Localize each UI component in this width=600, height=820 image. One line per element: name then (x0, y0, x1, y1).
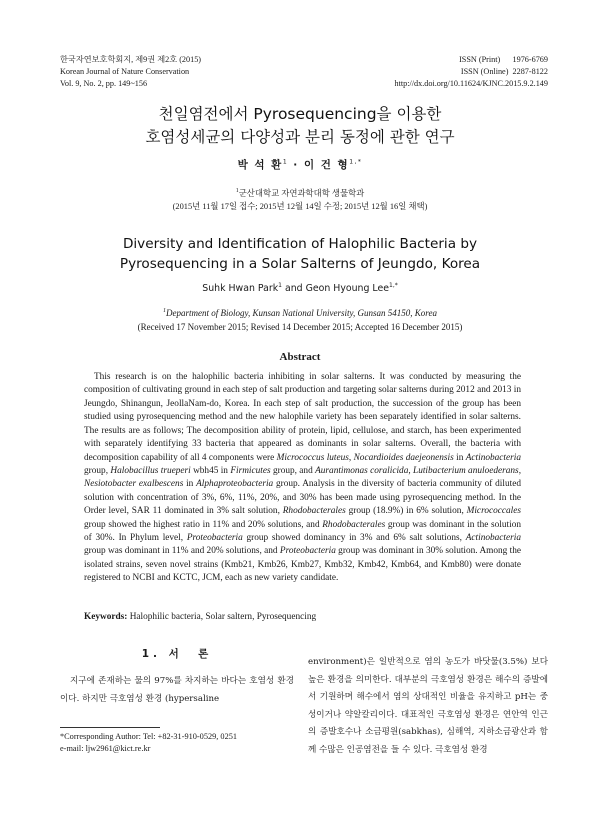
footnote-divider (60, 727, 160, 728)
abstract-text: group. Analysis in the diversity of bacteria community of diluted solution with concentration of 3%, 6%, 11%, 20%, and 30% has been made using pyrosequencing method. In the Order level, SAR 11 dominated in 3% salt solution, (84, 479, 521, 517)
keywords-label: Keywords: (84, 612, 128, 622)
korean-affiliation-block (0, 185, 600, 213)
abstract-text: wbh45 in (190, 465, 231, 476)
abstract-text: in (453, 452, 466, 463)
korean-dates: (2015년 11월 17일 접수; 2015년 12월 14일 수정; 2015년 12월 16일 채택) (172, 201, 428, 211)
korean-authors (0, 157, 600, 172)
abstract-text: group, (84, 465, 111, 476)
abstract-text: group showed the highest ratio in 11% and 20% solutions, and (84, 519, 323, 530)
korean-author-2: 이 건 형 (303, 159, 350, 171)
english-title (0, 234, 600, 274)
species-name: Lutibacterium anuloederans (413, 465, 519, 476)
korean-title-line2: 호염성세균의 다양성과 분리 동정에 관한 연구 (145, 128, 455, 146)
korean-affiliation: 군산대학교 자연과학대학 생물학과 (238, 188, 365, 198)
english-author-1: Suhk Hwan Park (202, 283, 279, 295)
species-name: Nocardioides daejeonensis (353, 452, 454, 463)
taxon-name: Rhodobacterales (282, 506, 346, 517)
taxon-name: Proteobacteria (279, 546, 336, 557)
introduction-left-paragraph: 지구에 존재하는 물의 97%를 차지하는 바다는 호염성 환경이다. 하지만 극호염성 환경 (hypersaline (60, 676, 294, 704)
keywords-text: Halophilic bacteria, Solar saltern, Pyrosequencing (127, 612, 317, 622)
species-name: Halobacillus trueperi (110, 465, 191, 476)
corresponding-author: *Corresponding Author: Tel: +82-31-910-0529, 0251 (60, 732, 238, 741)
abstract-text: group (18.9%) in 6% solution, (345, 506, 467, 517)
issn-online: ISSN (Online) 2287-8122 (460, 67, 548, 77)
abstract-text: group, and (270, 465, 316, 476)
taxon-name: Firmicutes (230, 465, 271, 476)
taxon-name: Actinobacteria (465, 533, 521, 544)
species-name: Aurantimonas coralicida (315, 465, 409, 476)
introduction-right-paragraph: environment)은 일반적으로 염의 농도가 바닷물(3.5%) 보다 높은 환경을 의미한다. 대부분의 극호염성 환경은 해수의 증발에서 기원하며 해수에서 염의 상대적인 비율을 유지하고 pH는 중성이거나 약알칼리이다. 대표적인 극호염성 환경은 연안역 인근의 증발호수나 소금평원(sabkhas), 심해역, 지하소금광산과 함께 수많은 인공염전을 들 수 있다. 극호염성 환경 (308, 657, 548, 755)
species-name: Micrococcus luteus (276, 452, 349, 463)
korean-title (0, 103, 600, 149)
journal-name-korean: 한국자연보호학회지, 제9권 제2호 (2015) (60, 55, 202, 64)
english-author-1-sup: 1 (278, 282, 282, 289)
abstract-text: group was dominant in 11% and 20% solutions, and (84, 546, 280, 557)
abstract-text: in (183, 479, 197, 490)
abstract-body (84, 371, 521, 586)
english-title-line2: Pyrosequencing in a Solar Salterns of Jeungdo, Korea (119, 256, 481, 272)
taxon-name: Alphaproteobacteria (196, 479, 274, 490)
english-title-line1: Diversity and Identification of Halophilic Bacteria by (122, 236, 478, 252)
journal-name-english: Korean Journal of Nature Conservation (60, 67, 190, 77)
issn-print: ISSN (Print) 1976-6769 (459, 55, 548, 64)
korean-author-2-sup: 1,* (349, 158, 363, 166)
journal-header-left (60, 54, 201, 91)
taxon-name: Proteobacteria (186, 533, 243, 544)
english-author-join: and (281, 283, 306, 295)
author-email: e-mail: ljw2961@kict.re.kr (60, 743, 151, 753)
abstract-text: group was dominant in the solution of 30%. In Phylum level, (84, 519, 521, 544)
korean-title-line1: 천일염전에서 Pyrosequencing을 이용한 (158, 105, 442, 123)
english-author-2: Geon Hyoung Lee (305, 283, 390, 295)
korean-author-separator: · (288, 159, 304, 171)
korean-author-1: 박 석 환 (237, 159, 283, 171)
english-dates: (Received 17 November 2015; Revised 14 December 2015; Accepted 16 December 2015) (137, 321, 463, 332)
keywords (84, 612, 524, 622)
english-affiliation: Department of Biology, Kunsan National University, Gunsan 54150, Korea (166, 308, 437, 318)
abstract-text: group showed dominancy in 3% and 6% salt solutions, (242, 533, 466, 544)
taxon-name: Actinobacteria (465, 452, 521, 463)
english-author-2-sup: 1,* (389, 282, 398, 289)
right-column (308, 654, 548, 760)
abstract-heading: Abstract (279, 351, 321, 363)
journal-header-right (394, 54, 548, 91)
volume-info: Vol. 9, No. 2, pp. 149~156 (60, 79, 148, 89)
taxon-name: Micrococcales (466, 506, 521, 517)
abstract-text: group was dominant in 30% solution. Among the isolated strains, seven novel strains (Kmb21, Kmb26, Kmb27, Kmb32, Kmb42, Kmb64, and Kmb80) were donate registered to NCBI and KCTC, JCM, each as new variety candidate. (84, 546, 522, 584)
korean-affil-sup: 1 (235, 188, 239, 194)
doi-link[interactable]: http://dx.doi.org/10.11624/KJNC.2015.9.2.149 (394, 79, 548, 89)
abstract-text: , (348, 452, 354, 463)
section-heading-introduction: 1. 서 론 (141, 648, 213, 660)
taxon-name: Rhodobacterales (322, 519, 386, 530)
abstract-text: , (518, 465, 522, 476)
species-name: Nesiotobacter exalbescens (84, 479, 184, 490)
left-column (60, 646, 294, 708)
footnote (60, 731, 237, 754)
english-authors (0, 282, 600, 294)
abstract-text: This research is on the halophilic bacteria inhibiting in solar salterns. It was conducted by measuring the composition of cultivating ground in each step of salt production and targeting solar salterns during 2012 and 2013 in Jeungdo, Shinangun, JeollaNam-do, Korea. In each step of salt production, the succession of the group has been studied using pyrosequencing method and the new halophile variety has been separately identified in solar salterns. The results are as follows; The decomposition ability of protein, lipid, cellulose, and starch, has been experimented with separately identifying 33 bacteria that appeared as dominants in solar salterns. Overall, the bacteria with decomposition capability of all 4 components were (84, 372, 521, 463)
korean-author-1-sup: 1 (282, 158, 289, 166)
english-affil-sup: 1 (163, 308, 167, 314)
english-affiliation-block (0, 305, 600, 334)
abstract-text: , (408, 465, 414, 476)
